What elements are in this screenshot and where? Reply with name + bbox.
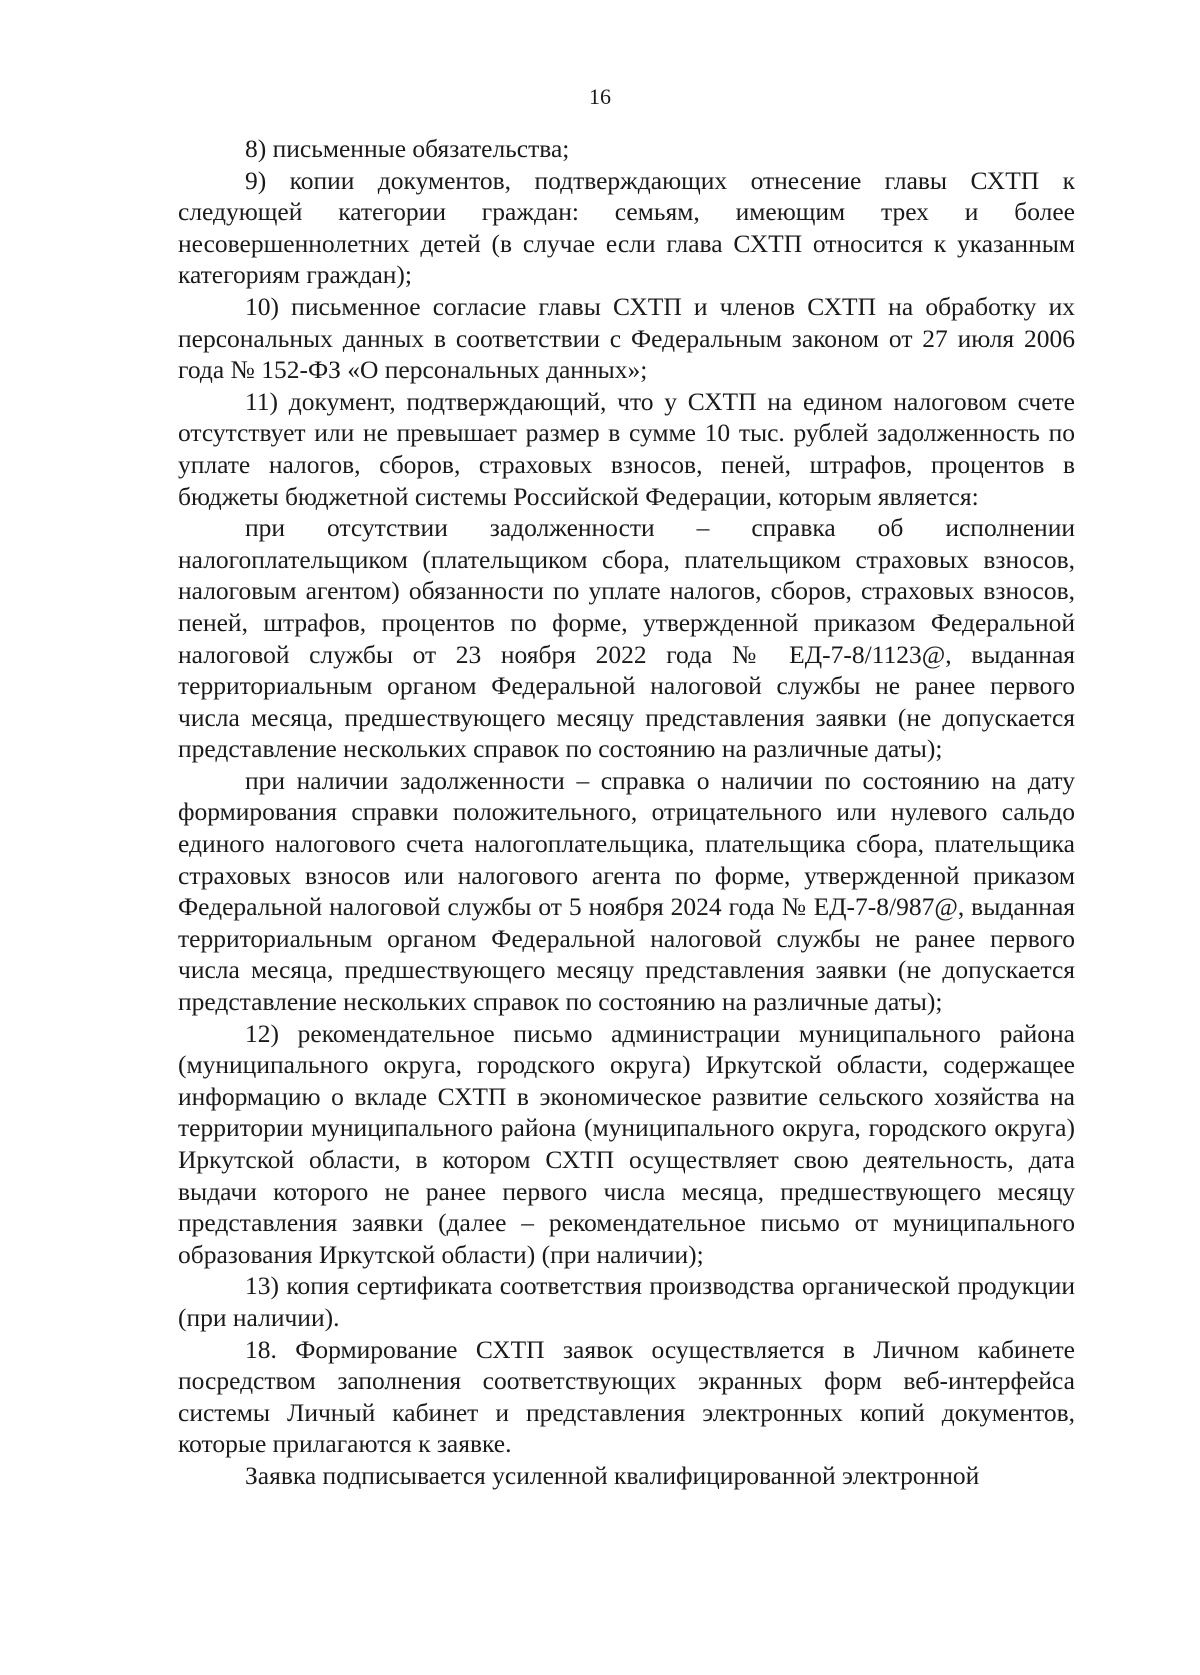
paragraph-application-signing: Заявка подписывается усиленной квалифицированной электронной <box>245 1460 980 1490</box>
list-item-10-personal-data-consent: 10) письменное согласие главы СХТП и членов СХТП на обработку их персональных данных в соответствии с Федеральным законом от 27 июля 2006 года № 152-ФЗ «О персональных данных»; <box>178 291 1075 385</box>
list-item-12-recommendation-letter: 12) рекомендательное письмо администрации муниципального района (муниципального округа, городского округа) Иркутской области, содержащее информацию о вкладе СХТП в экономическое развитие сельского хозяйства на территории муниципального района (муниципального округа, городского округа) Иркутской области, в котором СХТП осуществляет свою деятельность, дата выдачи которого не ранее первого числа месяца, предшествующего месяцу представления заявки (далее – рекомендательное письмо от муниципального образования Иркутской области) (при наличии); <box>178 1018 1075 1269</box>
list-item-13-organic-certificate: 13) копия сертификата соответствия производства органической продукции (при наличии). <box>178 1271 1075 1332</box>
page-number: 16 <box>589 84 611 109</box>
paragraph-debt-certificate: при наличии задолженности – справка о наличии по состоянию на дату формирования справки положительного, отрицательного или нулевого сальдо единого налогового счета налогоплательщика, плательщика сбора, плательщика страховых взносов или налогового агента по форме, утвержденной приказом Федеральной налоговой службы от 5 ноября 2024 года № ЕД-7-8/987@, выданная территориальным органом Федеральной налоговой службы не ранее первого числа месяца, предшествующего месяцу представления заявки (не допускается представление нескольких справок по состоянию на различные даты); <box>178 765 1075 1017</box>
list-item-9-large-family-documents: 9) копии документов, подтверждающих отнесение главы СХТП к следующей категории граждан: семьям, имеющим трех и более несовершеннолетних детей (в случае если глава СХТП относится к указанным категориям граждан); <box>178 165 1075 290</box>
paragraph-no-debt-certificate: при отсутствии задолженности – справка об исполнении налогоплательщиком (плательщиком сбора, плательщиком страховых взносов, налоговым агентом) обязанности по уплате налогов, сборов, страховых взносов, пеней, штрафов, процентов по форме, утвержденной приказом Федеральной налоговой службы от 23 ноября 2022 года № ЕД-7-8/1123@, выданная территориальным органом Федеральной налоговой службы не ранее первого числа месяца, предшествующего месяцу представления заявки (не допускается представление нескольких справок по состоянию на различные даты); <box>178 513 1075 764</box>
section-18-application-forming: 18. Формирование СХТП заявок осуществляется в Личном кабинете посредством заполнения соответствующих экранных форм веб-интерфейса системы Личный кабинет и представления электронных копий документов, которые прилагаются к заявке. <box>178 1334 1075 1459</box>
document-body <box>178 133 1075 1492</box>
list-item-11-tax-debt-document: 11) документ, подтверждающий, что у СХТП на едином налоговом счете отсутствует или не превышает размер в сумме 10 тыс. рублей задолженность по уплате налогов, сборов, страховых взносов, пеней, штрафов, процентов в бюджеты бюджетной системы Российской Федерации, которым является: <box>178 386 1075 511</box>
list-item-8-written-obligations: 8) письменные обязательства; <box>245 134 570 163</box>
